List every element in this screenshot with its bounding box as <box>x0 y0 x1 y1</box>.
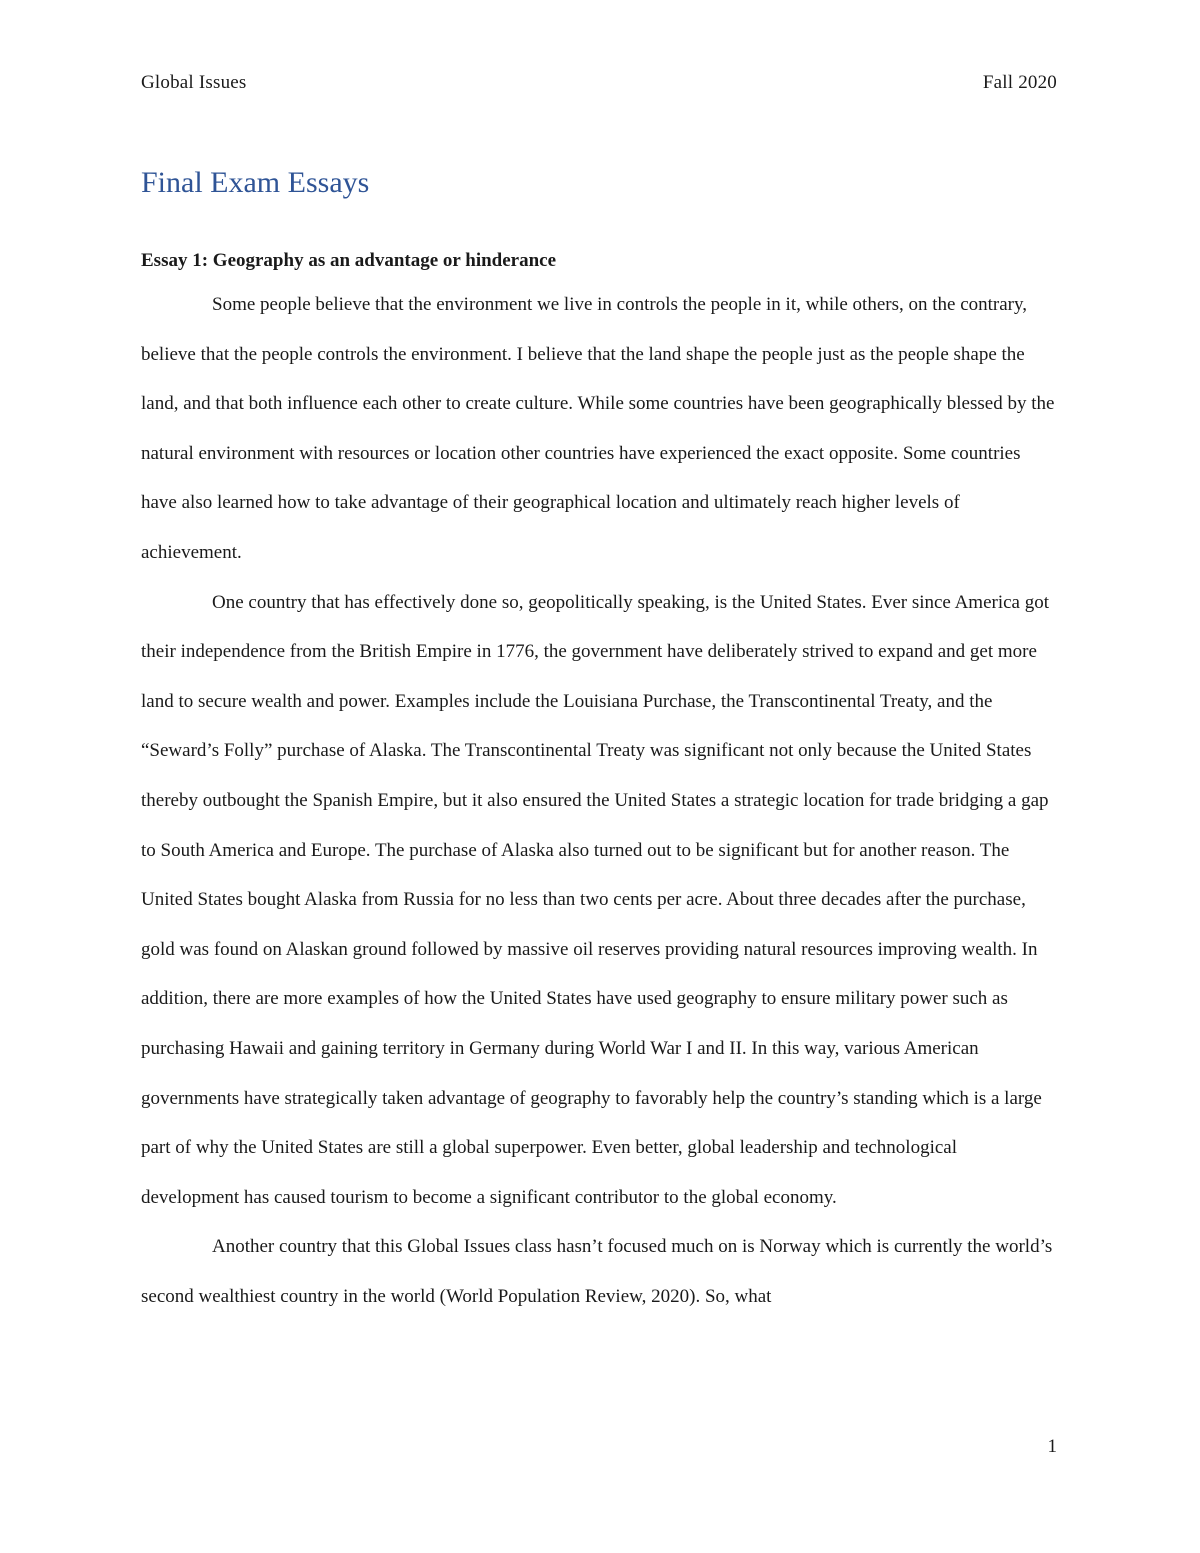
header-course: Global Issues <box>141 72 247 93</box>
document-title: Final Exam Essays <box>141 166 370 199</box>
essay-paragraph-1: Some people believe that the environment we live in controls the people in it, while others, on the contrary, believe that the people controls the environment. I believe that the land shape the people just as the people shape the land, and that both influence each other to create culture. While some countries have been geographically blessed by the natural environment with resources or location other countries have experienced the exact opposite. Some countries have also learned how to take advantage of their geographical location and ultimately reach higher levels of achievement. <box>141 294 1055 563</box>
essay-paragraph-2: One country that has effectively done so, geopolitically speaking, is the United States. Ever since America got their independence from the British Empire in 1776, the government have deliberately strived to expand and get more land to secure wealth and power. Examples include the Louisiana Purchase, the Transcontinental Treaty, and the “Seward’s Folly” purchase of Alaska. The Transcontinental Treaty was significant not only because the United States thereby outbought the Spanish Empire, but it also ensured the United States a strategic location for trade bridging a gap to South America and Europe. The purchase of Alaska also turned out to be significant but for another reason. The United States bought Alaska from Russia for no less than two cents per acre. About three decades after the purchase, gold was found on Alaskan ground followed by massive oil reserves providing natural resources improving wealth. In addition, there are more examples of how the United States have used geography to ensure military power such as purchasing Hawaii and gaining territory in Germany during World War I and II. In this way, various American governments have strategically taken advantage of geography to favorably help the country’s standing which is a large part of why the United States are still a global superpower. Even better, global leadership and technological development has caused tourism to become a significant contributor to the global economy. <box>141 591 1050 1208</box>
essay-paragraph-3: Another country that this Global Issues class hasn’t focused much on is Norway which is currently the world’s second wealthiest country in the world (World Population Review, 2020). So, what <box>141 1236 1053 1307</box>
essay-heading: Essay 1: Geography as an advantage or hinderance <box>141 250 557 271</box>
page-number: 1 <box>1047 1436 1057 1457</box>
essay-body <box>141 280 1059 1321</box>
header-term: Fall 2020 <box>982 72 1057 93</box>
